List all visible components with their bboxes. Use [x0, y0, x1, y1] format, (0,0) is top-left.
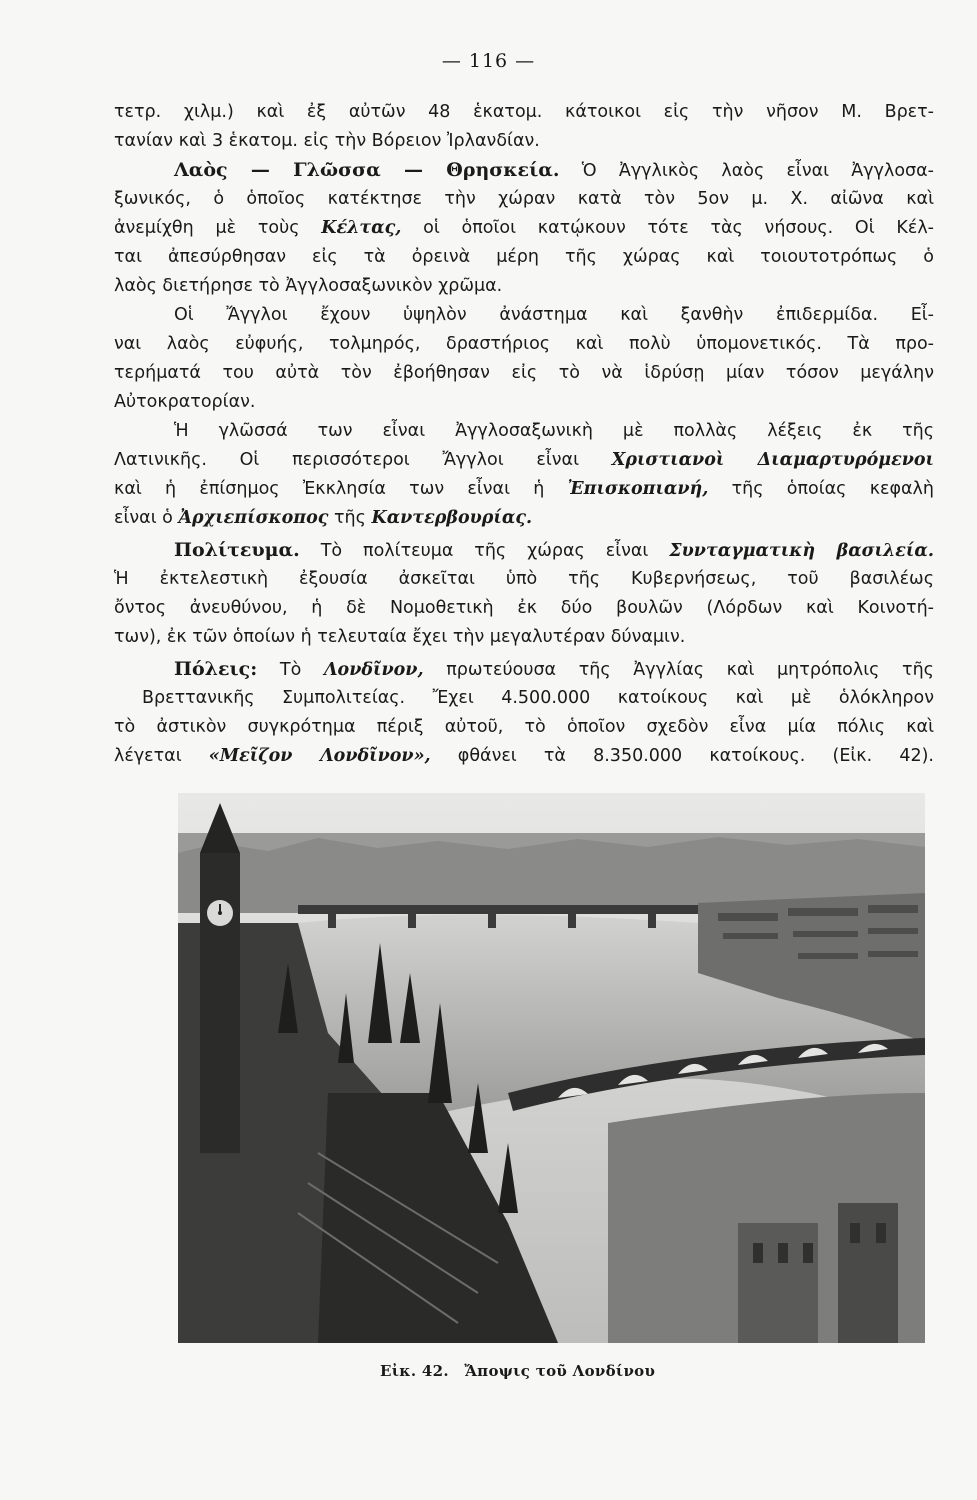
emphasis-canterbury: Καντερβουρίας.	[371, 508, 533, 528]
text-fragment: τῆς	[334, 508, 366, 528]
text-fragment: εἶναι ὁ	[114, 508, 173, 528]
london-aerial-illustration	[178, 793, 925, 1343]
text-fragment: τῆς ὁποίας κεφαλὴ	[731, 479, 934, 499]
section-heading-people	[114, 156, 934, 185]
text-fragment: καὶ ἡ ἐπίσημος Ἐκκλησία των εἶναι ἡ	[114, 479, 545, 499]
text-line	[114, 446, 934, 475]
section-heading-polity	[114, 536, 934, 565]
body-text	[114, 98, 934, 771]
text-fragment: πρωτεύουσα τῆς Ἀγγλίας καὶ μητρόπολις τῆς	[446, 660, 934, 680]
text-fragment: οἱ ὁποῖοι κατῴκουν τότε τὰς νήσους. Οἱ Κέλ-	[423, 218, 934, 238]
emphasis-celts: Κέλτας,	[321, 218, 402, 238]
text-fragment: λέγεται	[114, 746, 182, 766]
heading-people-language-religion: Λαὸς — Γλῶσσα — Θρησκεία.	[174, 159, 560, 181]
emphasis-protestant-christians: Χριστιανοὶ Διαμαρτυρόμενοι	[611, 450, 934, 470]
text-line: ξωνικός, ὁ ὁποῖος κατέκτησε τὴν χώραν κατὰ τὸν 5ον μ. Χ. αἰῶνα καὶ	[114, 189, 934, 209]
text-fragment: Ὁ Ἀγγλικὸς λαὸς εἶναι Ἀγγλοσα-	[581, 161, 934, 181]
text-line: τανίαν καὶ 3 ἑκατομ. εἰς τὴν Βόρειον Ἰρλανδίαν.	[114, 131, 540, 151]
text-line: ὄντος ἀνευθύνου, ἡ δὲ Νομοθετικὴ ἐκ δύο βουλῶν (Λόρδων καὶ Κοινοτή-	[114, 598, 934, 618]
london-photo	[178, 793, 925, 1343]
text-line	[114, 214, 934, 243]
text-fragment: φθάνει τὰ 8.350.000 κατοίκους. (Εἰκ. 42).	[457, 746, 934, 766]
heading-polity: Πολίτευμα.	[174, 539, 300, 561]
text-line	[114, 475, 934, 504]
text-line: Ἡ γλῶσσά των εἶναι Ἀγγλοσαξωνικὴ μὲ πολλὰς λέξεις ἐκ τῆς	[174, 421, 934, 441]
text-line: ται ἀπεσύρθησαν εἰς τὰ ὀρεινὰ μέρη τῆς χώρας καὶ τοιουτοτρόπως ὁ	[114, 247, 934, 267]
text-fragment: Τὸ	[279, 660, 302, 680]
text-fragment: Τὸ πολίτευμα τῆς χώρας εἶναι	[320, 541, 649, 561]
text-line: των), ἐκ τῶν ὁποίων ἡ τελευταία ἔχει τὴν μεγαλυτέραν δύναμιν.	[114, 627, 686, 647]
text-line: Αὐτοκρατορίαν.	[114, 392, 256, 412]
figure-caption	[380, 1362, 655, 1380]
emphasis-london: Λονδῖνον,	[323, 660, 424, 680]
emphasis-constitutional-monarchy: Συνταγματικὴ βασιλεία.	[669, 541, 934, 561]
text-line: τὸ ἀστικὸν συγκρότημα πέριξ αὐτοῦ, τὸ ὁποῖον σχεδὸν εἶνα μία πόλις καὶ	[114, 717, 934, 737]
figure-label: Εἰκ. 42.	[380, 1362, 449, 1380]
emphasis-episcopal: Ἐπισκοπιανή,	[567, 479, 709, 499]
emphasis-greater-london: «Μεῖζον Λονδῖνον»,	[208, 746, 431, 766]
text-line: Βρεττανικῆς Συμπολιτείας. Ἔχει 4.500.000 κατοίκους καὶ μὲ ὁλόκληρον	[142, 688, 934, 708]
text-line: τετρ. χιλμ.) καὶ ἐξ αὐτῶν 48 ἑκατομ. κάτοικοι εἰς τὴν νῆσον Μ. Βρετ-	[114, 102, 934, 122]
page-number: — 116 —	[441, 50, 536, 72]
text-line	[114, 742, 934, 771]
text-fragment: Λατινικῆς. Οἱ περισσότεροι Ἄγγλοι εἶναι	[114, 450, 579, 470]
text-line: Ἡ ἐκτελεστικὴ ἐξουσία ἀσκεῖται ὑπὸ τῆς Κυβερνήσεως, τοῦ βασιλέως	[114, 569, 934, 589]
emphasis-archbishop: Ἀρχιεπίσκοπος	[178, 508, 329, 528]
text-line: Οἱ Ἄγγλοι ἔχουν ὑψηλὸν ἀνάστημα καὶ ξανθὴν ἐπιδερμίδα. Εἶ-	[174, 305, 934, 325]
text-fragment: ἀνεμίχθη μὲ τοὺς	[114, 218, 300, 238]
heading-cities: Πόλεις:	[174, 658, 258, 680]
text-line: ναι λαὸς εὐφυής, τολμηρός, δραστήριος καὶ πολὺ ὑπομονετικός. Τὰ προ-	[114, 334, 934, 354]
text-line: λαὸς διετήρησε τὸ Ἀγγλοσαξωνικὸν χρῶμα.	[114, 276, 503, 296]
text-line	[114, 504, 934, 533]
text-line: τερήματά του αὐτὰ τὸν ἐβοήθησαν εἰς τὸ νὰ ἱδρύσῃ μίαν τόσον μεγάλην	[114, 363, 934, 383]
figure-caption-text: Ἄποψις τοῦ Λονδίνου	[464, 1362, 656, 1380]
section-heading-cities	[114, 655, 934, 684]
